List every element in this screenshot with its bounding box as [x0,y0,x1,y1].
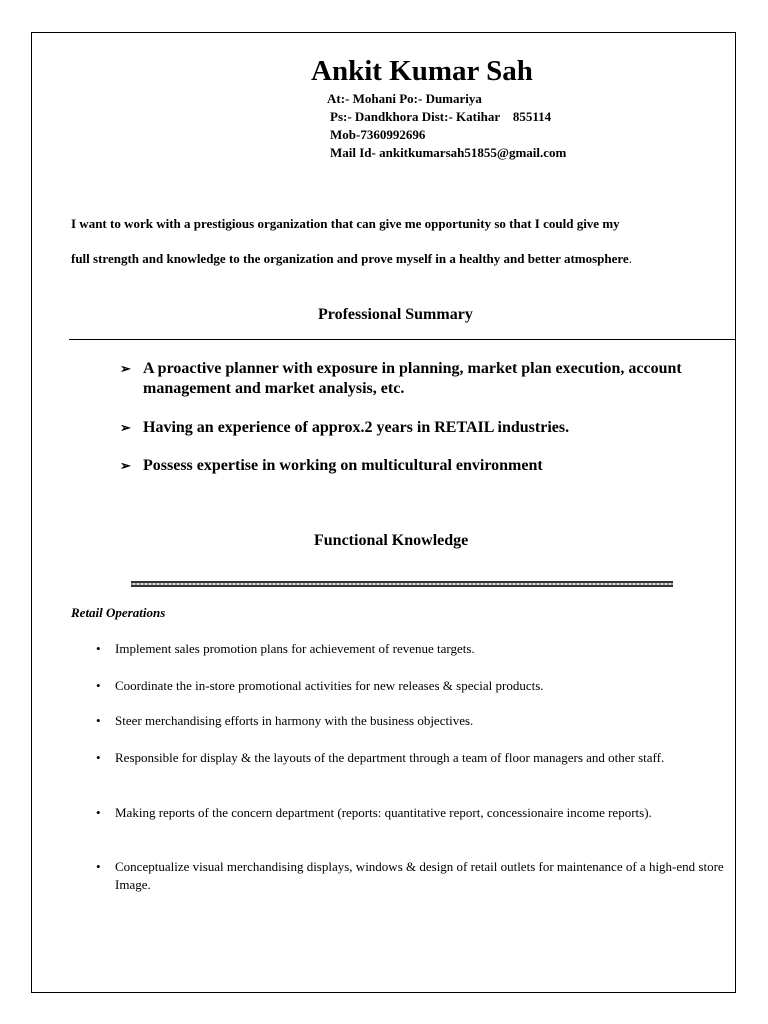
address-line-1: At:- Mohani Po:- Dumariya [327,91,482,106]
bullet-icon: • [96,641,101,656]
objective-line-2 [71,251,632,267]
arrow-bullet-icon: ➢ [120,458,131,473]
list-item [96,677,736,695]
mobile-number: Mob-7360992696 [330,127,426,142]
section-divider [69,339,735,340]
address-line-2: Ps:- Dandkhora Dist:- Katihar 855114 [330,109,552,124]
list-item [96,858,736,894]
professional-summary-title: Professional Summary [318,306,473,323]
summary-item-text: Having an experience of approx.2 years in RETAIL industries. [143,419,570,436]
list-item-text: Making reports of the concern department (reports: quantitative report, concessionaire income reports). [115,805,652,820]
page-border [31,32,736,993]
list-item [96,640,736,658]
summary-item-text: A proactive planner with exposure in planning, market plan execution, account management and market analysis, etc. [143,360,682,397]
list-item-text: Steer merchandising efforts in harmony with the business objectives. [115,713,474,728]
bullet-icon: • [96,713,101,728]
summary-item [120,359,720,399]
retail-operations-heading: Retail Operations [71,605,166,620]
objective-line-1: I want to work with a prestigious organization that can give me opportunity so that I could give my [71,216,620,231]
objective-line-2-text: full strength and knowledge to the organization and prove myself in a healthy and better atmosphere [71,251,629,266]
list-item [96,804,696,822]
objective-line-2-period: . [628,251,632,266]
list-item-text: Responsible for display & the layouts of the department through a team of floor managers and other staff. [115,750,665,765]
bullet-icon: • [96,678,101,693]
summary-item [120,418,720,438]
bullet-icon: • [96,805,101,820]
bullet-icon: • [96,859,101,874]
double-divider [131,581,673,587]
list-item-text: Implement sales promotion plans for achievement of revenue targets. [115,641,475,656]
summary-item-text: Possess expertise in working on multicultural environment [143,457,543,474]
candidate-name: Ankit Kumar Sah [311,55,533,87]
summary-item [120,456,720,476]
email-address: Mail Id- ankitkumarsah51855@gmail.com [330,145,567,160]
functional-knowledge-title: Functional Knowledge [314,532,469,549]
arrow-bullet-icon: ➢ [120,420,131,435]
list-item [96,749,736,767]
list-item-text: Coordinate the in-store promotional activities for new releases & special products. [115,678,544,693]
list-item-text: Conceptualize visual merchandising displays, windows & design of retail outlets for maintenance of a high-end store Image. [115,859,724,892]
bullet-icon: • [96,750,101,765]
list-item [96,712,736,730]
arrow-bullet-icon: ➢ [120,361,131,376]
